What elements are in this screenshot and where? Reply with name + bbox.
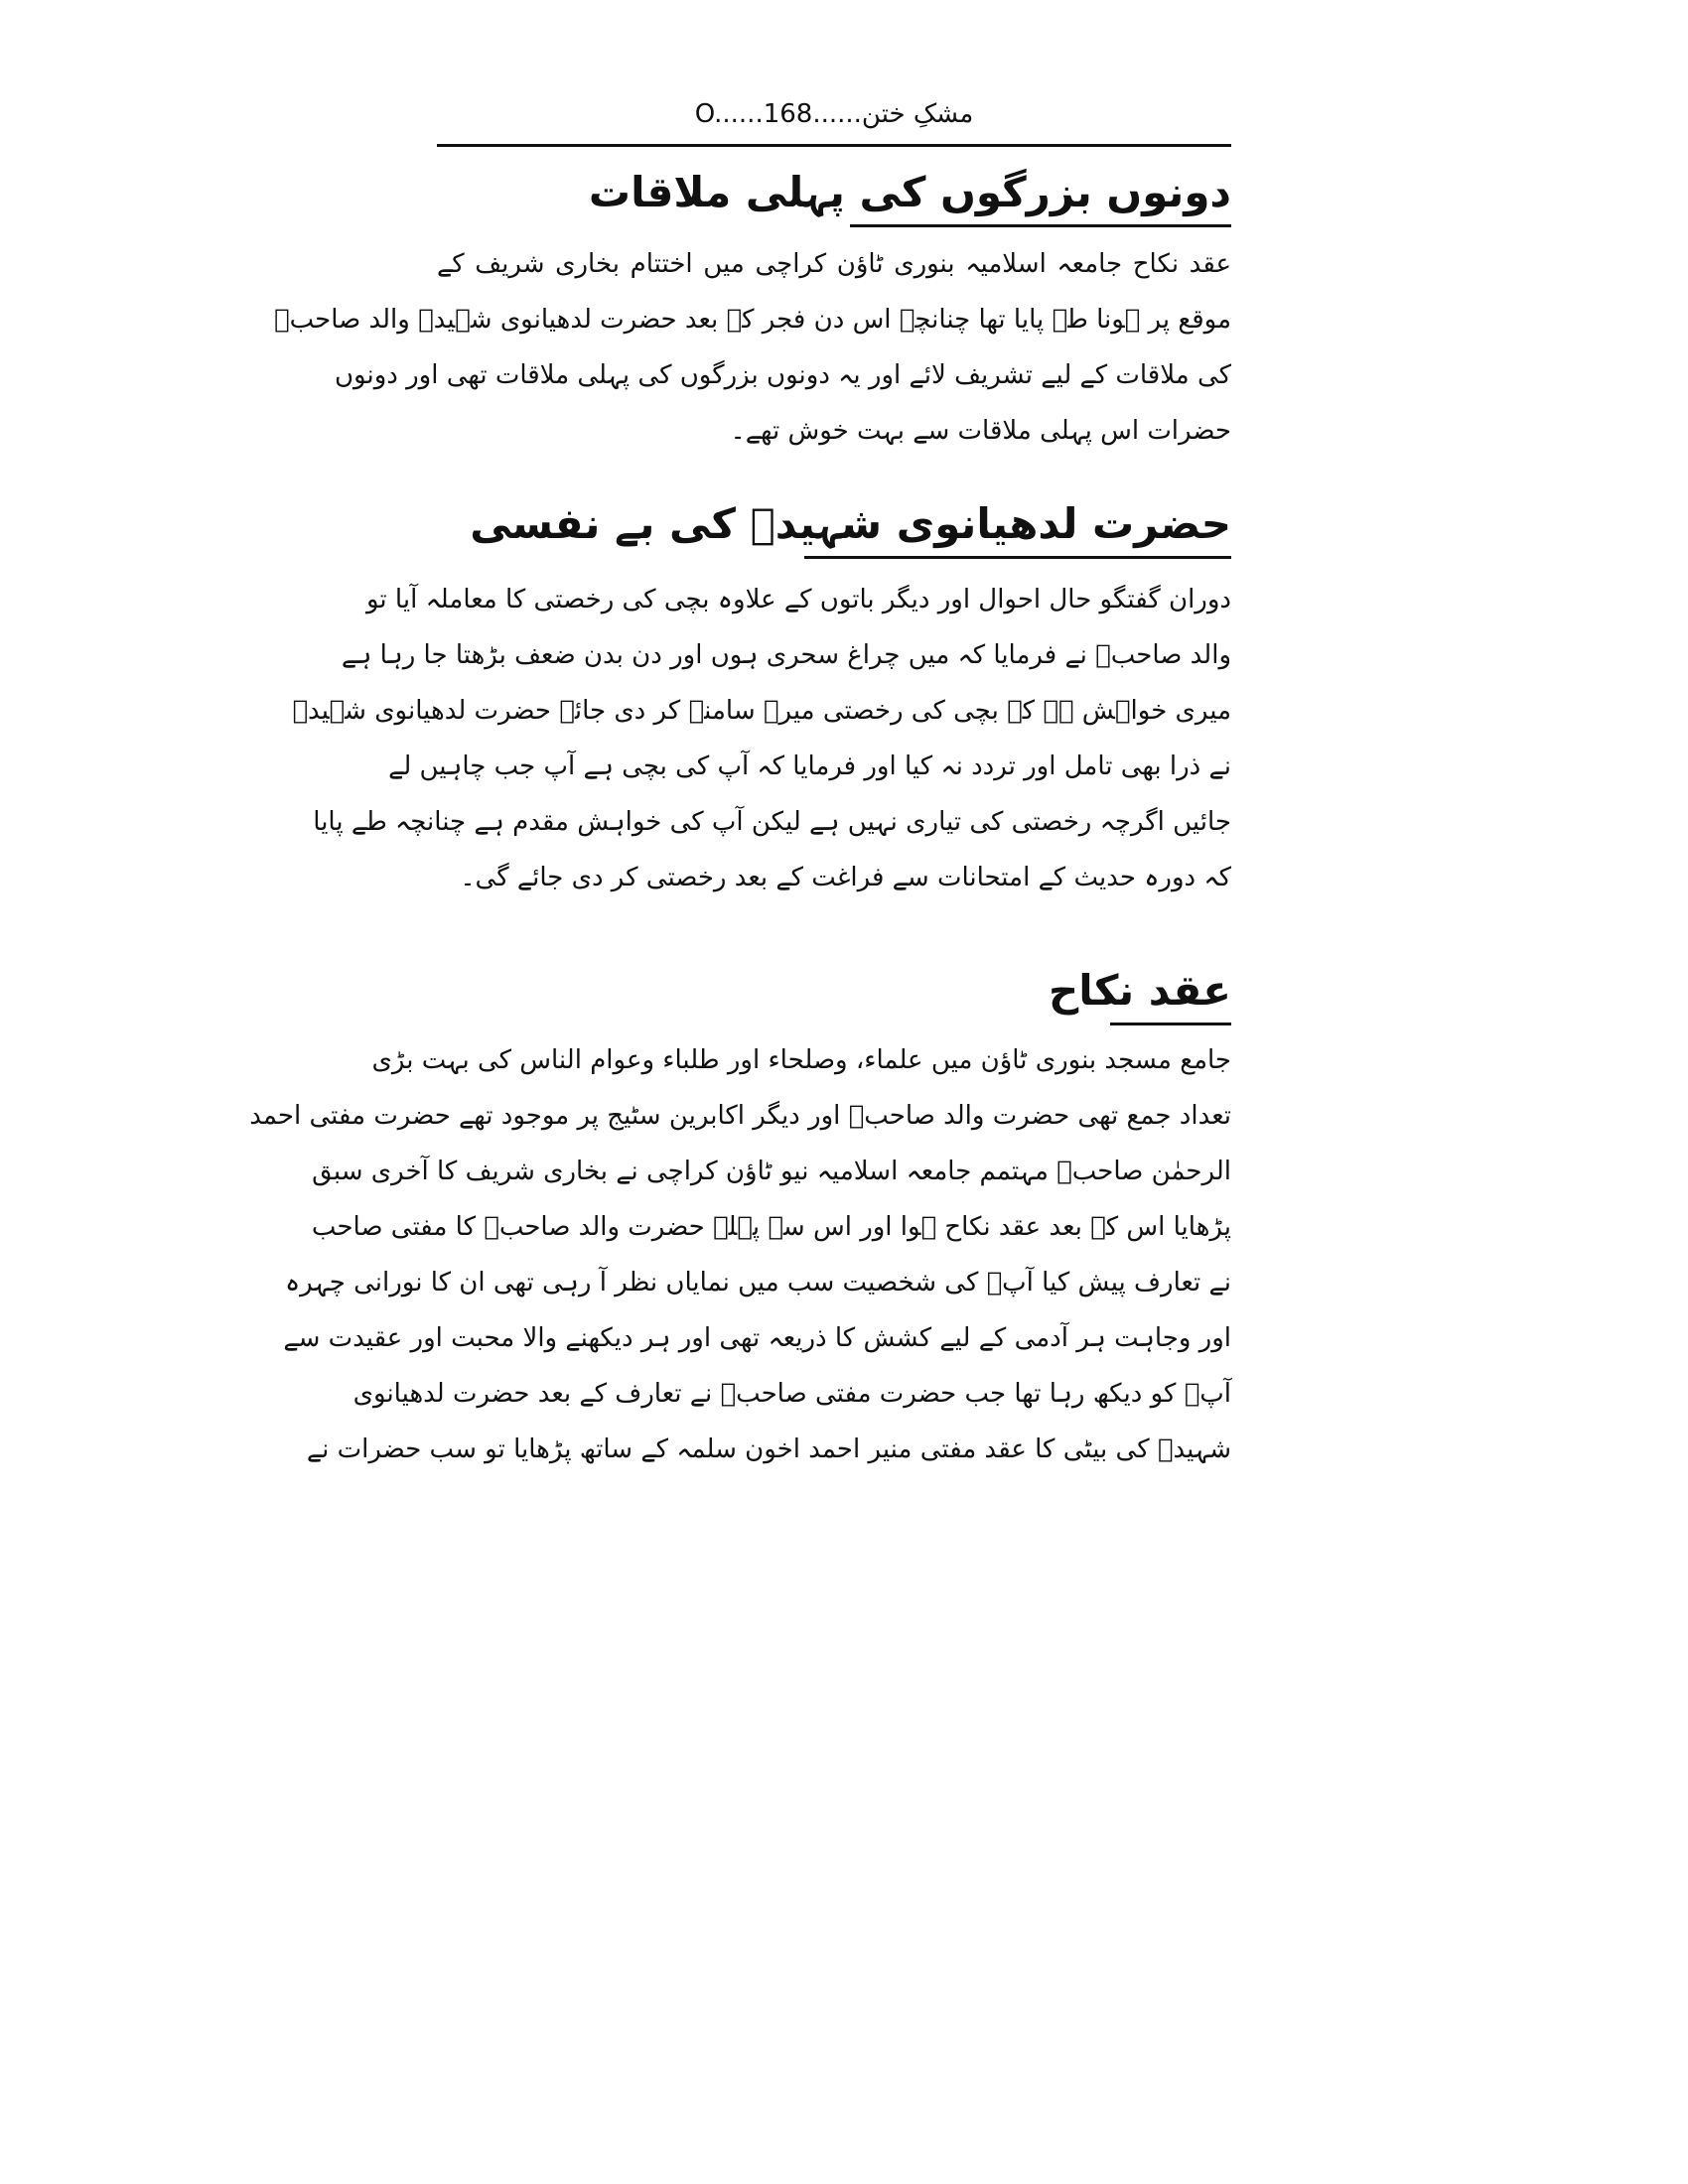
- text-line: والد صاحبؒ نے فرمایا کہ میں چراغ سحری ہوں اور دن بدن ضعف بڑھتا جا رہا ہے: [341, 640, 1231, 670]
- paragraph-first-meeting: [274, 236, 1231, 459]
- text-line: حضرات اس پہلی ملاقات سے بہت خوش تھے۔: [730, 416, 1231, 446]
- text-line: شہیدؒ کی بیٹی کا عقد مفتی منیر احمد اخون سلمہ کے ساتھ پڑھایا تو سب حضرات نے: [306, 1434, 1231, 1464]
- text-line: تعداد جمع تھی حضرت والد صاحبؒ اور دیگر اکابرین سٹیج پر موجود تھے حضرت مفتی احمد: [249, 1101, 1231, 1131]
- text-line: آپؒ کو دیکھ رہا تھا جب حضرت مفتی صاحبؒ نے تعارف کے بعد حضرت لدھیانوی: [352, 1379, 1231, 1409]
- text-line: کہ دورہ حدیث کے امتحانات سے فراغت کے بعد رخصتی کر دی جائے گی۔: [460, 863, 1231, 892]
- section-heading-selflessness: حضرت لدھیانوی شہیدؒ کی بے نفسی: [804, 494, 1231, 559]
- section-heading-first-meeting: دونوں بزرگوں کی پہلی ملاقات: [850, 163, 1231, 227]
- text-line: موقع پر ہونا طے پایا تھا چنانچہ اس دن فجر کے بعد حضرت لدھیانوی شہیدؒ والد صاحبؒ: [274, 305, 1231, 335]
- text-line: جامع مسجد بنوری ٹاؤن میں علماء، وصلحاء اور طلباء وعوام الناس کی بہت بڑی: [371, 1045, 1231, 1075]
- text-line: جائیں اگرچہ رخصتی کی تیاری نہیں ہے لیکن آپ کی خواہش مقدم ہے چنانچہ طے پایا: [313, 807, 1231, 837]
- text-line: کی ملاقات کے لیے تشریف لائے اور یہ دونوں بزرگوں کی پہلی ملاقات تھی اور دونوں: [334, 360, 1231, 390]
- paragraph-nikah: [249, 1032, 1231, 1477]
- text-line: دوران گفتگو حال احوال اور دیگر باتوں کے علاوہ بچی کی رخصتی کا معاملہ آیا تو: [365, 585, 1231, 614]
- text-line: پڑھایا اس کے بعد عقد نکاح ہوا اور اس سے پہلے حضرت والد صاحبؒ کا مفتی صاحب: [311, 1212, 1231, 1242]
- text-line: اور وجاہت ہر آدمی کے لیے کشش کا ذریعہ تھی اور ہر دیکھنے والا محبت اور عقیدت سے: [283, 1323, 1231, 1353]
- section-heading-nikah: عقد نکاح: [1110, 961, 1231, 1025]
- text-line: نے تعارف پیش کیا آپؒ کی شخصیت سب میں نمایاں نظر آ رہی تھی ان کا نورانی چہرہ: [284, 1268, 1231, 1297]
- text-line: عقد نکاح جامعہ اسلامیہ بنوری ٹاؤن کراچی میں اختتام بخاری شریف کے: [437, 249, 1231, 279]
- book-page: [249, 0, 1231, 2184]
- running-header: مشکِ ختن......O......168: [694, 99, 974, 129]
- paragraph-selflessness: [292, 572, 1231, 905]
- text-line: میری خواہش ہے کہ بچی کی رخصتی میرے سامنے کر دی جائے حضرت لدھیانوی شہیدؒ: [292, 696, 1231, 726]
- text-line: نے ذرا بھی تامل اور تردد نہ کیا اور فرمایا کہ آپ کی بچی ہے آپ جب چاہیں لے: [388, 751, 1231, 781]
- header-rule: [437, 144, 1231, 147]
- text-line: الرحمٰن صاحبؒ مہتمم جامعہ اسلامیہ نیو ٹاؤن کراچی نے بخاری شریف کا آخری سبق: [312, 1157, 1231, 1186]
